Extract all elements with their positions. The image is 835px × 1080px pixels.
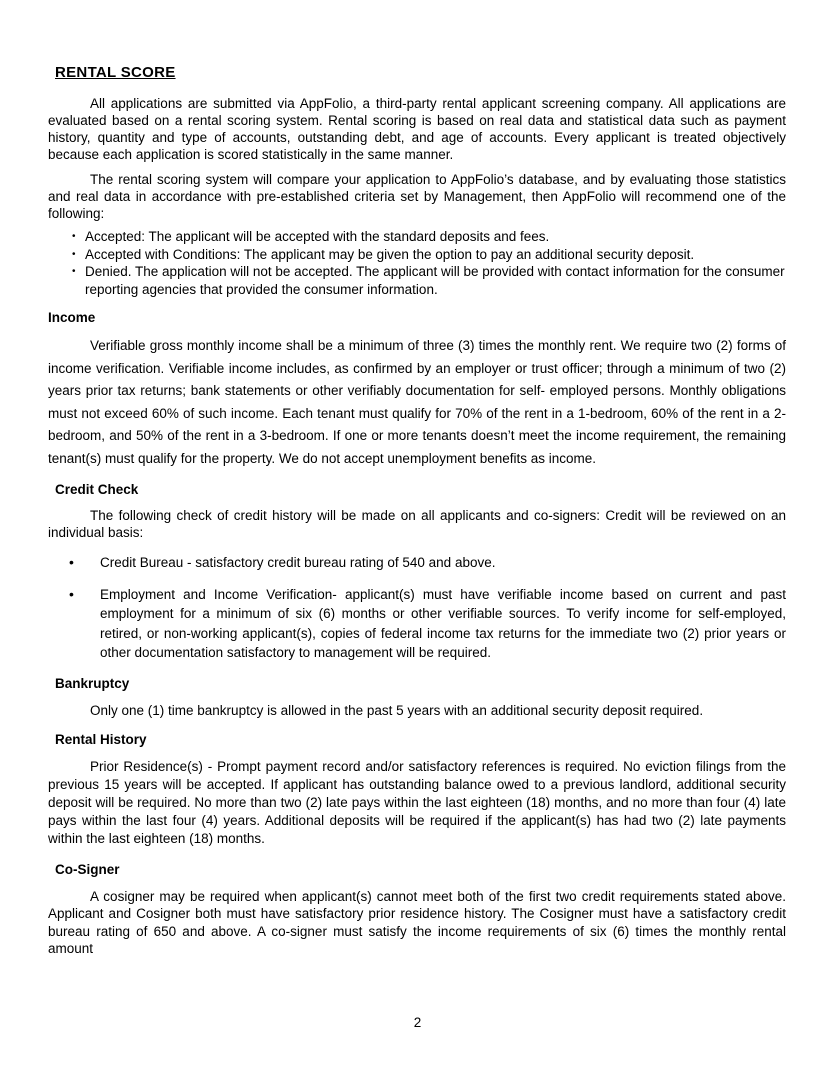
credit-check-paragraph: The following check of credit history will be made on all applicants and co-signers: Credit will be reviewed on an individual basis: [48,508,786,540]
list-item: • Denied. The application will not be accepted. The applicant will be provided with contact information for the consumer reporting agencies that provided the consumer information. [70,263,786,298]
section-heading-rental-history: Rental History [55,731,147,747]
list-item: • Accepted: The applicant will be accepted with the standard deposits and fees. [70,228,786,246]
section-heading-co-signer: Co-Signer [55,861,120,877]
intro-paragraph-1: All applications are submitted via AppFolio, a third-party rental applicant screening company. All applications are evaluated based on a rental scoring system. Rental scoring is based on real data and statistical data such as payment history, quantity and type of accounts, outstanding debt, and age of accounts. Every applicant is treated objectively because each application is scored statistically in the same manner. [48,96,786,162]
rental-history-paragraph: Prior Residence(s) - Prompt payment record and/or satisfactory references is required. No eviction filings from the previous 15 years will be accepted. If applicant has outstanding balance owed to a previous landlord, additional security deposit will be required. No more than two (2) late pays within the last eighteen (18) months, and no more than four (4) late pays within the last four (4) years. Additional deposits will be required if the applicant(s) has had two (2) late payments within the last eighteen (18) months. [48,758,786,846]
section-heading-bankruptcy: Bankruptcy [55,675,130,691]
section-heading-credit-check: Credit Check [55,482,139,497]
income-paragraph: Verifiable gross monthly income shall be a minimum of three (3) times the monthly rent. We require two (2) forms of income verification. Verifiable income includes, as confirmed by an employer or trust officer; through a minimum of two (2) years prior tax returns; bank statements or other verifiably documentation for self- employed persons. Monthly obligations must not exceed 60% of such income. Each tenant must qualify for 70% of the rent in a 1-bedroom, 60% of the rent in a 2-bedroom, and 50% of the rent in a 3-bedroom. If one or more tenants doesn’t meet the income requirement, the remaining tenant(s) must qualify for the property. We do not accept unemployment benefits as income. [48,338,786,466]
page-title: RENTAL SCORE [55,64,176,81]
section-heading-income: Income [48,310,96,325]
list-item: • Employment and Income Verification- applicant(s) must have verifiable income based on current and past employment for a minimum of six (6) months or other verifiable sources. To verify income for self-employed, retired, or non-working applicant(s), copies of federal income tax returns for the immediate two (2) prior years or other documentation satisfactory to management will be required. [69,585,786,663]
intro-paragraph-2: The rental scoring system will compare your application to AppFolio’s database, and by evaluating those statistics and real data in accordance with pre-established criteria set by Management, then AppFolio will recommend one of the following: [48,172,786,221]
list-item: • Credit Bureau - satisfactory credit bureau rating of 540 and above. [69,553,786,573]
co-signer-paragraph: A cosigner may be required when applicant(s) cannot meet both of the first two credit requirements stated above. Applicant and Cosigner both must have satisfactory prior residence history. The Cosigner must have a satisfactory credit bureau rating of 650 and above. A co-signer must satisfy the income requirements of six (6) times the monthly rental amount [48,888,786,956]
page-number: 2 [413,1015,422,1030]
recommendation-list [48,228,786,298]
bankruptcy-paragraph: Only one (1) time bankruptcy is allowed in the past 5 years with an additional security deposit required. [90,702,704,718]
credit-check-list [48,553,786,663]
list-item: • Accepted with Conditions: The applicant may be given the option to pay an additional security deposit. [70,246,786,264]
